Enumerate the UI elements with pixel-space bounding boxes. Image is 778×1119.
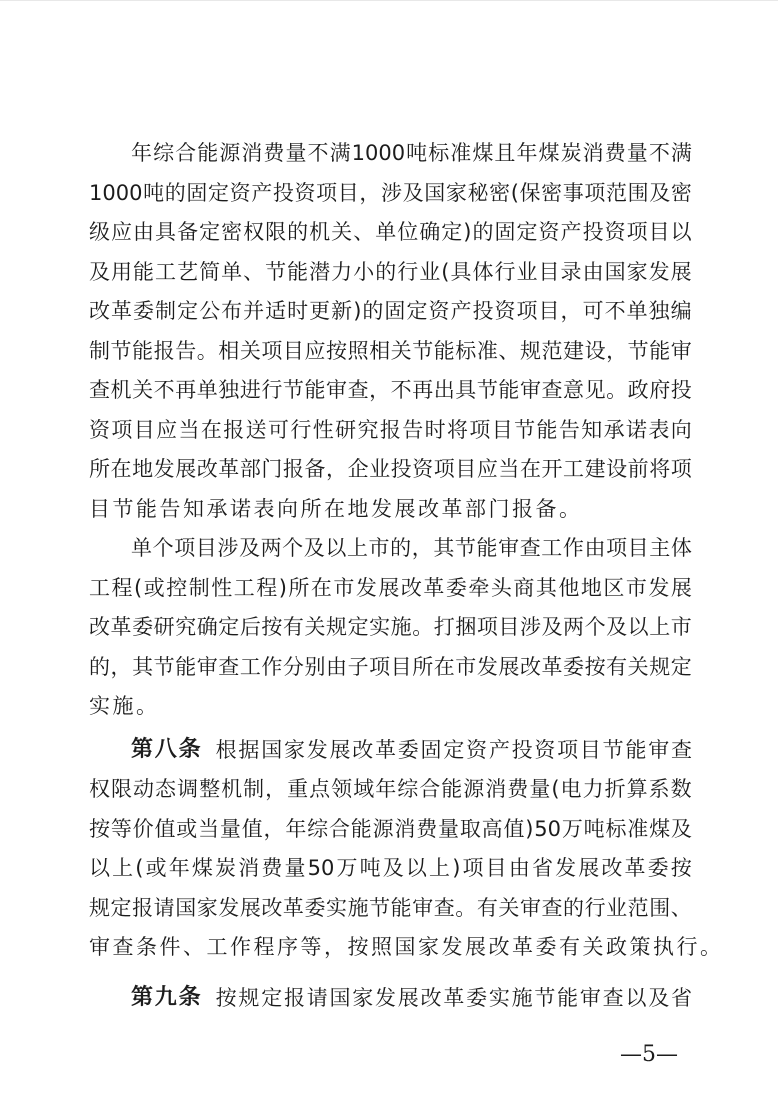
text-line: 改 革 委 研 究 确 定 后 按 有 关 规 定 实 施 。 打 捆 项 目 涉 及 两 个 及 以 上 市 — [89, 615, 692, 640]
paragraph — [89, 134, 692, 529]
text-line: 第 八 条 根 据 国 家 发 展 改 革 委 固 定 资 产 投 资 项 目 节 能 审 查 — [131, 737, 692, 763]
paragraph — [89, 731, 721, 968]
article-label-char: 九 — [154, 985, 177, 1011]
text-line: 制 节 能 报 告 。 相 关 项 目 应 按 照 相 关 节 能 标 准 、 规 范 建 设 ， 节 能 审 — [89, 338, 692, 363]
article-label-char: 第 — [131, 985, 154, 1011]
document-body — [89, 134, 721, 1018]
text-line: 的 ， 其 节 能 审 查 工 作 分 别 由 子 项 目 所 在 市 发 展 改 革 委 按 有 关 规 定 — [89, 654, 692, 679]
text-line: 1000 吨 的 固 定 资 产 投 资 项 目 ， 涉 及 国 家 秘 密 ( 保 密 事 项 范 围 及 密 — [89, 180, 692, 205]
article-label-char: 八 — [154, 737, 177, 763]
text-line: 第 九 条 按 规 定 报 请 国 家 发 展 改 革 委 实 施 节 能 审 查 以 及 省 — [131, 985, 692, 1011]
text-line: 权 限 动 态 调 整 机 制 ， 重 点 领 域 年 综 合 能 源 消 费 量 ( 电 力 折 算 系 数 — [89, 777, 692, 802]
text-line: 工 程 ( 或 控 制 性 工 程 ) 所 在 市 发 展 改 革 委 牵 头 商 其 他 地 区 市 发 展 — [89, 575, 692, 600]
paragraph — [89, 529, 692, 727]
text-line: 查 机 关 不 再 单 独 进 行 节 能 审 查 ， 不 再 出 具 节 能 审 查 意 见 。 政 府 投 — [89, 378, 692, 403]
text-line: 改 革 委 制 定 公 布 并 适 时 更 新 ) 的 固 定 资 产 投 资 项 目 ， 可 不 单 独 编 — [89, 299, 692, 324]
text-line: 单 个 项 目 涉 及 两 个 及 以 上 市 的 ， 其 节 能 审 查 工 作 由 项 目 主 体 — [131, 536, 692, 561]
text-line: 实 施 。 — [89, 694, 157, 719]
text-line: 规 定 报 请 国 家 发 展 改 革 委 实 施 节 能 审 查 。 有 关 审 查 的 行 业 范 围 、 — [89, 895, 692, 920]
page-number: —5— — [620, 1042, 678, 1067]
text-line: 审 查 条 件 、 工 作 程 序 等 ， 按 照 国 家 发 展 改 革 委 有 关 政 策 执 行 。 — [89, 935, 721, 960]
text-line: 及 用 能 工 艺 简 单 、 节 能 潜 力 小 的 行 业 ( 具 体 行 业 目 录 由 国 家 发 展 — [89, 259, 692, 284]
text-line: 以 上 ( 或 年 煤 炭 消 费 量 50 万 吨 及 以 上 ) 项 目 由 省 发 展 改 革 委 按 — [89, 856, 692, 881]
text-line: 资 项 目 应 当 在 报 送 可 行 性 研 究 报 告 时 将 项 目 节 能 告 知 承 诺 表 向 — [89, 417, 692, 442]
article-label-char: 条 — [178, 737, 201, 763]
text-line: 所 在 地 发 展 改 革 部 门 报 备 ， 企 业 投 资 项 目 应 当 在 开 工 建 设 前 将 项 — [89, 457, 692, 482]
text-line: 按 等 价 值 或 当 量 值 ， 年 综 合 能 源 消 费 量 取 高 值 ) 50 万 吨 标 准 煤 及 — [89, 816, 692, 841]
article-label-char: 条 — [178, 985, 201, 1011]
text-line: 年 综 合 能 源 消 费 量 不 满 1000 吨 标 准 煤 且 年 煤 炭 消 费 量 不 满 — [131, 141, 692, 166]
paragraph — [89, 979, 692, 1019]
text-line: 级 应 由 具 备 定 密 权 限 的 机 关 、 单 位 确 定 ) 的 固 定 资 产 投 资 项 目 以 — [89, 220, 692, 245]
article-label-char: 第 — [131, 737, 154, 763]
text-line: 目 节 能 告 知 承 诺 表 向 所 在 地 发 展 改 革 部 门 报 备 。 — [89, 496, 580, 521]
